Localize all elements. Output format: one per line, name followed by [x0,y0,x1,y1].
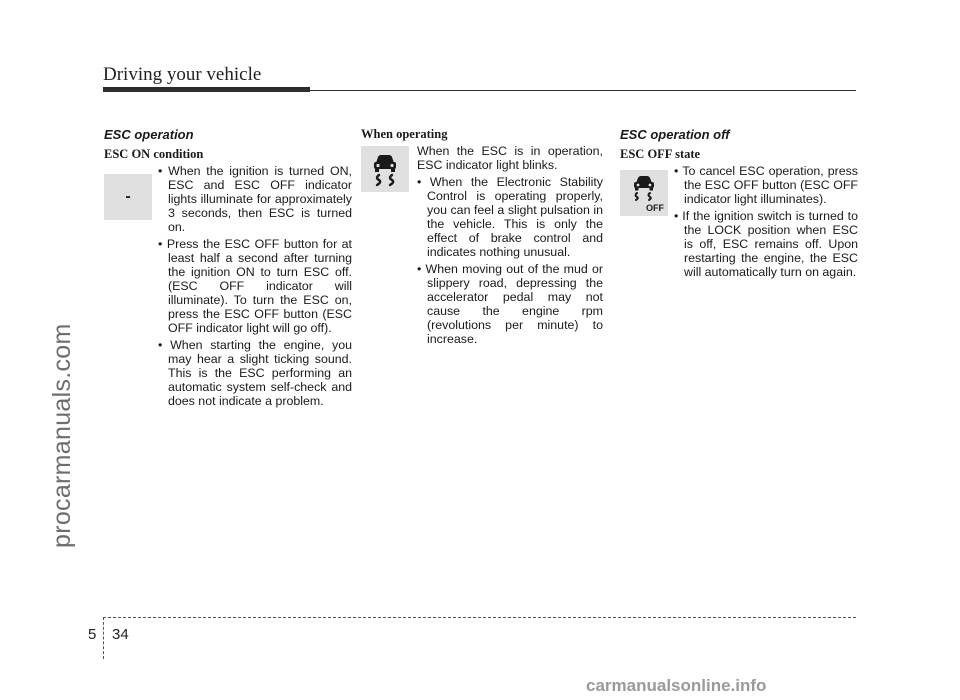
list-item: • When moving out of the mud or slippery road, depressing the accelerator pedal may not cause the engine rpm (revolutions per minute) to increase. [417,262,603,346]
watermark: procarmanuals.com [48,323,76,548]
footer-divider [103,617,104,659]
source-url: carmanualsonline.info [586,676,767,695]
list-item: • When the ignition is turned ON, ESC and ESC OFF indicator lights illuminate for approximately 3 seconds, then ESC is turned on. [158,164,352,234]
footer-rule [103,617,856,618]
off-label: OFF [646,203,664,213]
esc-off-bullet-list [674,164,858,279]
section-title-esc-operation: ESC operation [104,127,194,142]
list-item: • When starting the engine, you may hear a slight ticking sound. This is the ESC performing an automatic system self-check and does not indicate a problem. [158,338,352,408]
list-item: • When the Electronic Stability Control is operating properly, you can feel a slight pulsation in the vehicle. This is only the effect of brake control and indicates nothing unusual. [417,175,603,259]
when-operating-bullet-list [417,175,603,346]
sub-title-esc-off-state: ESC OFF state [620,147,701,161]
esc-skid-icon [365,149,405,189]
esc-operation-column [104,127,352,411]
when-operating-intro: When the ESC is in operation, ESC indicator light blinks. [417,144,603,172]
esc-on-indicator-placeholder [104,174,152,220]
list-item: • If the ignition switch is turned to the LOCK position when ESC is off, ESC remains off. Upon restarting the engine, the ESC will automatically turn on again. [674,209,858,279]
esc-indicator-icon-box [361,146,409,192]
list-item: • Press the ESC OFF button for at least half a second after turning the ignition ON to turn ESC off. (ESC OFF indicator will illuminate). To turn the ESC on, press the ESC OFF button (ESC OFF indicator light will go off). [158,237,352,335]
chapter-number: 5 [88,626,97,643]
esc-on-bullet-list [158,164,352,408]
list-item: • To cancel ESC operation, press the ESC OFF button (ESC OFF indicator light illuminates). [674,164,858,206]
page-header-title: Driving your vehicle [103,64,262,85]
esc-off-indicator-icon-box [620,170,668,216]
section-title-esc-off: ESC operation off [620,127,730,142]
header-rule [103,90,856,91]
esc-off-icon [624,172,664,214]
when-operating-column [361,127,603,349]
page-number: 34 [112,626,129,643]
sub-title-when-operating: When operating [361,127,448,141]
esc-operation-off-column [620,127,858,282]
sub-title-esc-on: ESC ON condition [104,147,204,161]
dash-icon: - [125,188,131,205]
